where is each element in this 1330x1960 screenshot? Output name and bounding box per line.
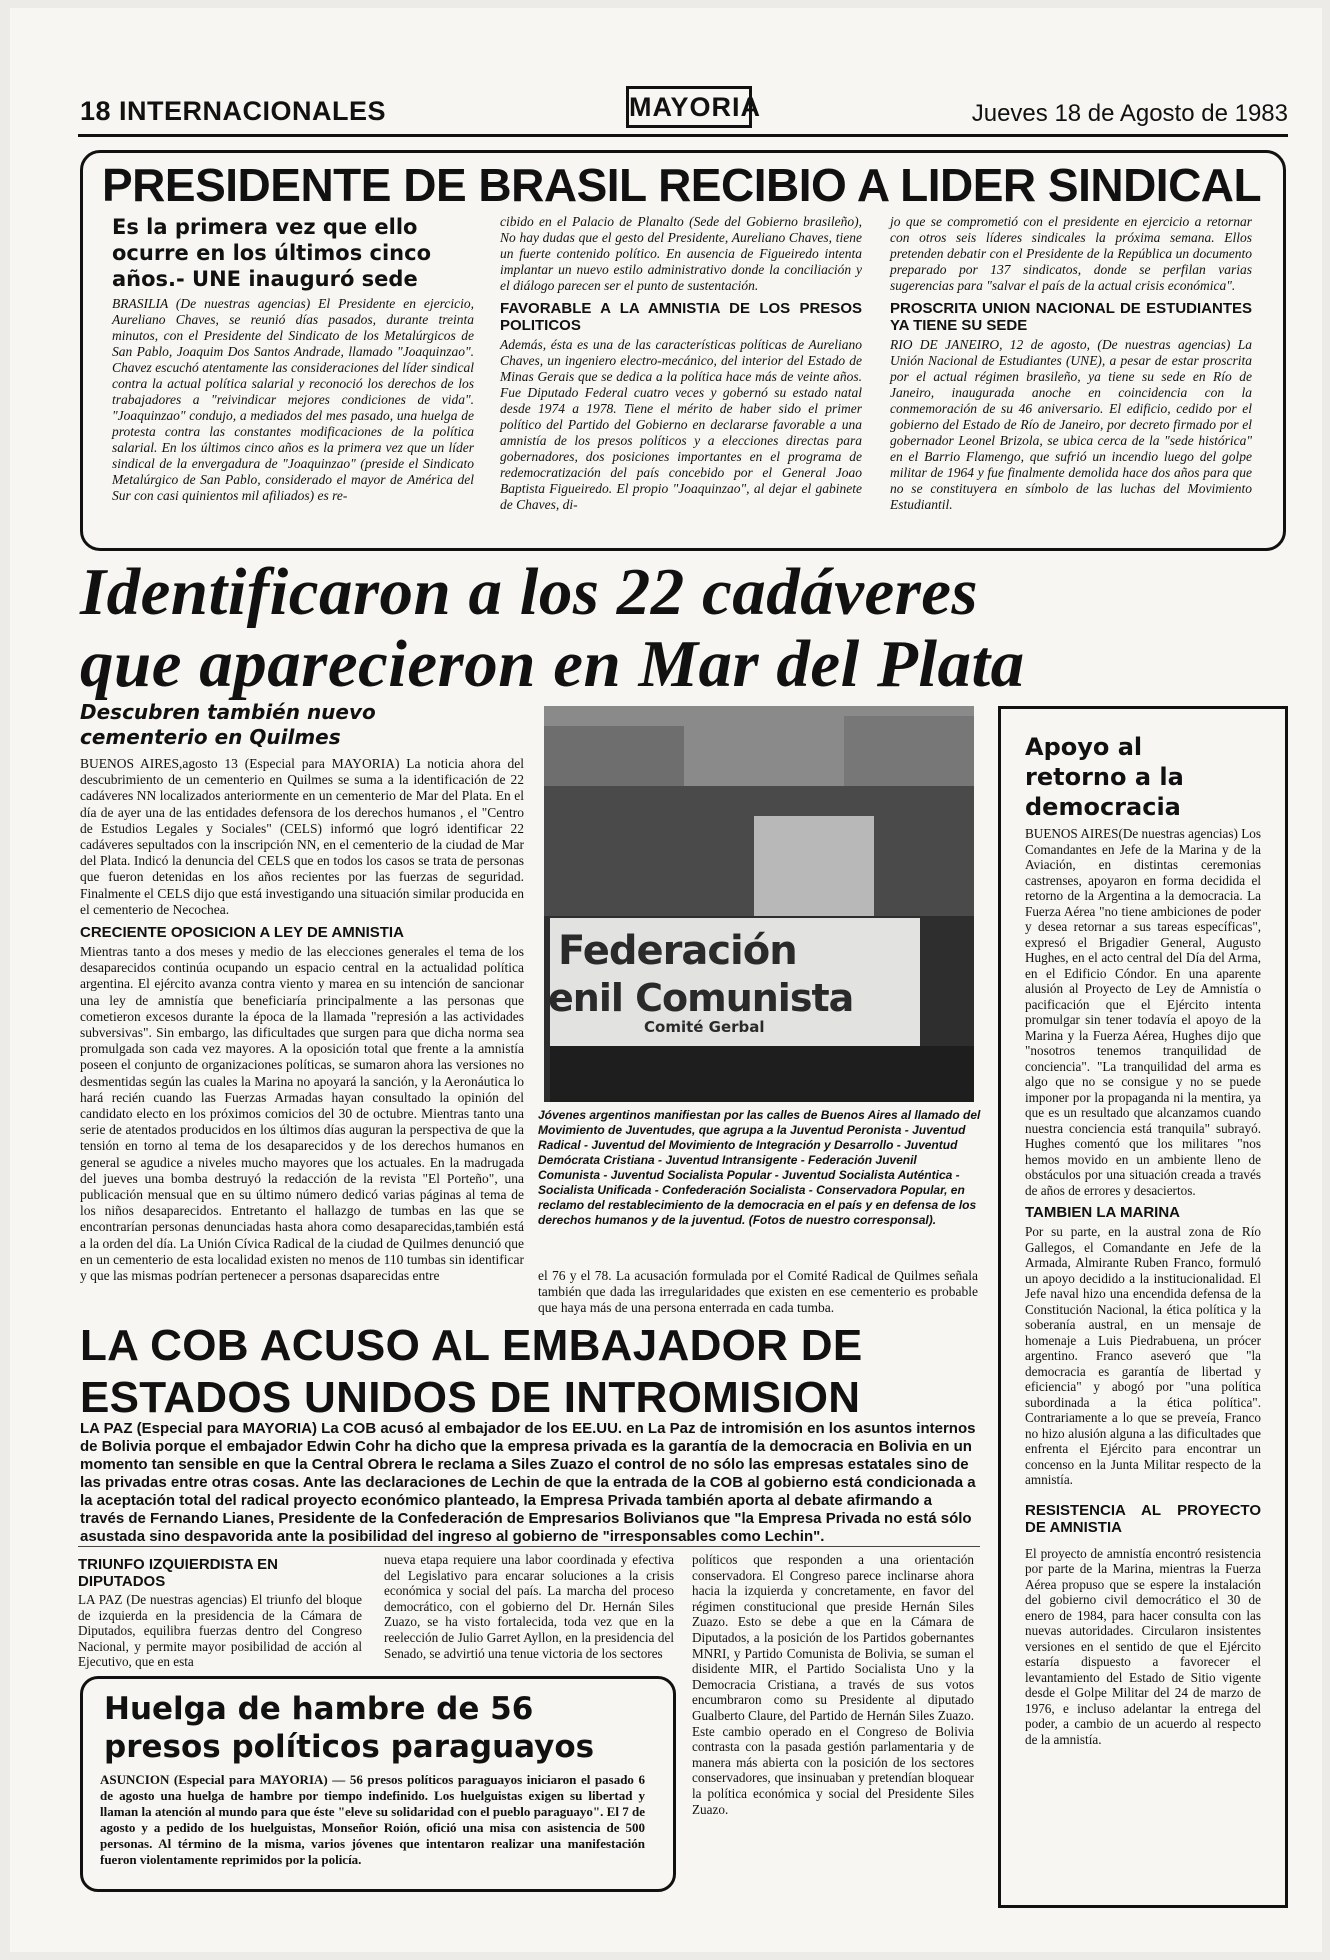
cob-headline: LA COB ACUSO AL EMBAJADOR DE ESTADOS UNIDOS DE INTROMISION xyxy=(80,1321,863,1422)
huelga-headline: Huelga de hambre de 56 presos políticos paraguayos xyxy=(104,1691,595,1765)
section-header: 18 INTERNACIONALES xyxy=(80,96,387,126)
issue-date: Jueves 18 de Agosto de 1983 xyxy=(971,100,1288,127)
cadaveres-subhead: CRECIENTE OPOSICION A LEY DE AMNISTIA xyxy=(80,924,404,942)
cob-column-2: nueva etapa requiere una labor coordinada y efectiva del Legislativo para encarar soluciones a la crisis económica y social del país. La marcha del proceso democrático, con el gobierno del Dr. Hernán Siles Zuazo, se ha visto fortalecida, toda vez que en la reelección de Julio Garret Ayllon, en la presidencia del Senado, se advirtió una tenue victoria de los sectores xyxy=(384,1552,674,1661)
demonstration-photo xyxy=(544,706,974,1102)
sidebar-body: BUENOS AIRES(De nuestras agencias) Los Comandantes en Jefe de la Marina y de la Aviación, en distintas ceremonias castrenses, apoyaron en forma decidida el retorno de la Argentina a la democracia. La Fuerza Aérea "no tiene ambiciones de poder y desea retornar a sus tareas específicas", expresó el Brigadier General, Augusto Hughes, en el acto central del Día del Arma, en el Edificio Cóndor. En una aparente alusión al Proyecto de Ley de Amnistía o pacificación que el Ejército intenta promulgar sin tener todavía el apoyo de la Marina y la Fuerza Aérea, Hughes dijo que "nosotros tenemos tranquilidad de conciencia". "La tranquilidad del arma es algo que no se consigue y no se puede imponer por la propaganda ni la mentira, ya que es un resultado que alcanzamos cuando nuestra conciencia está tranquila" subrayó. Hughes comentó que los militares "nos hemos movido en un ambiente lleno de obstáculos por una situación creada a través de años de errores y desaciertos. TAMBIEN LA MARINA Por su parte, en la austral zona de Río Gallegos, el Comandante en Jefe de la Armada, Almirante Ruben Franco, formuló un apoyo decidido a la institucionalidad. El Jefe naval hizo una encendida defensa de la Constitución Nacional, la ética política y la soberanía austral, en un mensaje de homenaje a Luis Piedrabuena, un prócer argentino. Franco aseveró que "la democracia es garantía de libertad y eficiencia" y abogó por "una política subordinada a la ética política". Contrariamente a lo que se preveía, Franco no hizo alusión alguna a las dificultades que enfrenta el Ejército para encontrar un concenso en la Junta Militar respecto de la amnistía. RESISTENCIA AL PROYECTO DE AMNISTIA El proyecto de amnistía encontró resistencia por parte de la Marina, mientras la Fuerza Aérea propuso que se espere la instalación del gobierno civil democrático el 30 de enero de 1984, para hacer consulta con las nuevas autoridades. Circularon insistentes versiones en el sentido de que el Ejército estaría dispuesto a favorecer el levantamiento del Estado de Sitio vigente desde el Golpe Militar del 24 de marzo de 1976, e incluso adelantar la entrega del poder, a cambio de un acuerdo al respecto de la amnistía. xyxy=(1025,826,1261,1747)
cob-column-1: LA PAZ (De nuestras agencias) El triunfo del bloque de izquierda en la presidencia de la Cámara de Diputados, equilibra fuerzas dentro del Congreso Nacional, y permite mayor posibilidad de acción al Ejecutivo, que en esta xyxy=(78,1592,362,1670)
cob-subhead: TRIUNFO IZQUIERDISTA EN DIPUTADOS xyxy=(78,1556,278,1590)
brasil-subhead-une: PROSCRITA UNION NACIONAL DE ESTUDIANTES YA TIENE SU SEDE xyxy=(890,300,1252,334)
banner-text-3: Comité Gerbal xyxy=(644,1018,765,1036)
brasil-headline: PRESIDENTE DE BRASIL RECIBIO A LIDER SINDICAL xyxy=(102,159,1262,211)
sidebar-subhead-resistencia: RESISTENCIA AL PROYECTO DE AMNISTIA xyxy=(1025,1501,1261,1536)
cadaveres-continuation: el 76 y el 78. La acusación formulada por el Comité Radical de Quilmes señala también que dada las irregularidades que existen en ese cementerio es probable que haya más de una persona enterrada en cada tumba. xyxy=(538,1268,978,1316)
cadaveres-headline: Identificaron a los 22 cadáveres que aparecieron en Mar del Plata xyxy=(80,555,1025,701)
brasil-subhead-amnistia: FAVORABLE A LA AMNISTIA DE LOS PRESOS POLITICOS xyxy=(500,300,862,334)
cadaveres-deck: Descubren también nuevo cementerio en Quilmes xyxy=(80,700,376,749)
sidebar-headline: Apoyo al retorno a la democracia xyxy=(1025,733,1184,821)
banner-text-1: Federación xyxy=(558,928,797,974)
header-rule xyxy=(78,134,1288,137)
cadaveres-body: BUENOS AIRES,agosto 13 (Especial para MAYORIA) La noticia ahora del descubrimiento de un cementerio en Quilmes se suma a la identificación de 22 cadáveres NN localizados anteriormente en un cementerio de Mar del Plata. En el día de ayer una de las entidades defensora de los derechos humanos , el "Centro de Estudios Legales y Sociales" (CELS) informó que logró identificar 22 cadáveres sepultados con la inscripción NN, en el cementerio de la ciudad de Mar del Plata. Indicó la denuncia del CELS que en todos los casos se trata de personas que fueron detenidas en los años recientes por las fuerzas de seguridad. Finalmente el CELS dijo que está investigando una situación similar producida en el cementerio de Necochea. CRECIENTE OPOSICION A LEY DE AMNISTIA Mientras tanto a dos meses y medio de las elecciones generales el tema de los desaparecidos continúa ocupando un espacio central en la actualidad política argentina. El ejército avanza contra viento y marea en su intención de sancionar una ley de amnistía que beneficiaría principalmente a las personas que cometieron excesos durante la época de la llamada "represión a las actividades subversivas". Sin embargo, las dificultades que surgen para que dicha norma sea promulgada son cada vez mayores. A la oposición total que frente a la amnistía poseen el conjunto de organizaciones políticas, se sumaron ahora las versiones no desmentidas según las cuales la Marina no apoyará la sanción, y la Aeronáutica lo hará recién cuando las Fuerzas Armadas hayan consultado la opinión del candidato electo en los próximos comicios del 30 de octubre. Mientras tanto una serie de atentados producidos en los últimos días auguran la perspectiva de que la tensión en torno al tema de los desaparecidos y de los derechos humanos en general se agudice a niveles mucho mayores que los actuales. En la madrugada del jueves una bomba destruyó la redacción de la revista "El Porteño", una publicación mensual que en su último número dedicó varias páginas al tema de los niños desaparecidos. Entretanto el hallazgo de tumbas en las que se encontrarían personas denunciadas hasta ahora como desaparecidas,también está a la orden del día. La Unión Cívica Radical de la ciudad de Quilmes denunció que en un cementerio de esta localidad existen no menos de 110 tumbas sin identificar y que las mismas podrían pertenecer a personas dsaparecidas entre xyxy=(80,756,524,1284)
newspaper-logo: MAYORIA xyxy=(626,86,752,128)
brasil-column-3: jo que se comprometió con el presidente en ejercicio a retornar con otros seis líderes sindicales la próxima semana. Ellos pretenden debatir con el Presidente de la República un documento preparado por 137 sindicatos, donde se perfilan varias sugerencias para "salvar el país de la actual crisis económica". PROSCRITA UNION NACIONAL DE ESTUDIANTES YA TIENE SU SEDE RIO DE JANEIRO, 12 de agosto, (De nuestras agencias) La Unión Nacional de Estudiantes (UNE), a pesar de estar proscrita por el actual régimen brasileño, ya tiene su sede en Río de Janeiro, inaugurada anoche en coincidencia con la conmemoración de su 46 aniversario. El edificio, cedido por el gobierno del Estado de Río de Janeiro, por decreto firmado por el gobernador Leonel Brizola, se ubica cerca de la "sede histórica" en el Barrio Flamengo, que sufrió un incendio luego del golpe militar de 1964 y fue finalmente demolida hace dos años para que no se constituyera en símbolo de las luchas del Movimiento Estudiantil. xyxy=(890,214,1252,512)
cob-column-3: políticos que responden a una orientación conservadora. El Congreso parece inclinarse ahora hacia la izquierda y concretamente, en favor del régimen constitucional que preside Hernán Siles Zuazo. Esto se debe a que en la Cámara de Diputados, a la posición de los Partidos gobernantes MNRI, y Partido Comunista de Bolivia, se suman el disidente MIR, el Partido Socialista Uno y la Democracia Cristiana, a través de sus votos encumbraron como su Presidente al diputado Gualberto Claure, del Partido de Hernán Siles Zuazo. Este cambio operado en el Congreso de Bolivia contrasta con la pasada gestión parlamentaria y de manera más abierta con la posición de los sectores conservadores, que insinuaban y pretendían bloquear la política económica y social del Presidente Siles Zuazo. xyxy=(692,1552,974,1817)
sidebar-subhead-marina: TAMBIEN LA MARINA xyxy=(1025,1204,1180,1221)
brasil-column-2: cibido en el Palacio de Planalto (Sede del Gobierno brasileño), No hay dudas que el gesto del Presidente, Aureliano Chaves, tiene un fuerte contenido político. En ausencia de Figueiredo intenta implantar un nuevo estilo administrativo donde la conciliación y el diálogo parecen ser el punto de sustentación. FAVORABLE A LA AMNISTIA DE LOS PRESOS POLITICOS Además, ésta es una de las características políticas de Aureliano Chaves, un ingeniero electro-mecánico, del interior del Estado de Minas Gerais que se dedica a la política hace más de veinte años. Fue Diputado Federal cuatro veces y gobernó su estado natal desde 1974 a 1978. Tiene el mérito de haber sido el primer político del Partido del Gobierno en declararse favorable a una amnistía de los presos políticos y a elecciones directas para gobernadores, dos posiciones importantes en el programa de redemocratización del país concebido por el General Joao Baptista Figueiredo. El propio "Joaquinzao", al dejar el gabinete de Chaves, di- xyxy=(500,214,862,512)
brasil-deck: Es la primera vez que ello ocurre en los últimos cinco años.- UNE inauguró sede xyxy=(112,215,432,291)
cob-rule xyxy=(78,1546,980,1547)
huelga-body: ASUNCION (Especial para MAYORIA) — 56 presos políticos paraguayos iniciaron el pasado 6 de agosto una huelga de hambre por tiempo indefinido. Los huelguistas exigen su libertad y llaman la atención al mundo para que éste "eleve su solidaridad con el pueblo paraguayo". El 7 de agosto y a pedido de los huelguistas, Monseñor Roión, ofició una misa con asistencia de 500 personas. Al término de la misma, varios jóvenes que intentaron realizar una manifestación fueron violentamente reprimidos por la policía. xyxy=(100,1772,645,1867)
cob-lead: LA PAZ (Especial para MAYORIA) La COB acusó al embajador de los EE.UU. en La Paz de intromisión en los asuntos internos de Bolivia porque el embajador Edwin Cohr ha dicho que la empresa privada es la garantía de la democracia en Bolivia en un momento tan sensible en que la Central Obrera le reclama a Siles Zuazo el control de no sólo las empresas estatales sino de las privadas entre otras cosas. Ante las declaraciones de Lechin de que la entrada de la COB al gobierno está condicionada a la aceptación total del radical proyecto económico planteado, la Empresa Privada también aporta al debate afirmando a través de Fernando Lianes, Presidente de la Confederación de Empresarios Bolivianos que "la Empresa Privada no está sólo asustada sino despavorida ante la posibilidad del ingreso al gobierno de "irresponsables como Lechin". xyxy=(80,1420,976,1545)
banner-text-2: enil Comunista xyxy=(548,976,854,1020)
brasil-column-1: BRASILIA (De nuestras agencias) El Presidente en ejercicio, Aureliano Chaves, se reunió días pasados, durante treinta minutos, con el Presidente del Sindicato de los Metalúrgicos de San Pablo, Joaquim Dos Santos Andrade, llamado "Joaquinzao". Chavez escuchó atentamente las consideraciones del líder sindical contra la actual política salarial y reconoció los derechos de los trabajadores a "reivindicar mejores condiciones de vida". "Joaquinzao" condujo, a mediados del mes pasado, una huelga de protesta contra las constantes modificaciones de la política salarial. En los últimos cinco años es la primera vez que un líder sindical de la envergadura de "Joaquinzao" (preside el Sindicato Metalúrgico de San Pablo, considerado el mayor de América del Sur con casi quinientos mil afiliados) es re- xyxy=(112,296,474,503)
photo-caption: Jóvenes argentinos manifiestan por las calles de Buenos Aires al llamado del Movimiento de Juventudes, que agrupa a la Juventud Peronista - Juventud Radical - Juventud del Movimiento de Integración y Desarrollo - Juventud Demócrata Cristiana - Juventud Intransigente - Federación Juvenil Comunista - Juventud Socialista Popular - Juventud Socialista Auténtica - Socialista Unificada - Confederación Socialista - Conservadora Popular, en reclamo del restablecimiento de la democracia en el país y en defensa de los derechos humanos y de la juventud. (Fotos de nuestro corresponsal). xyxy=(538,1108,981,1227)
